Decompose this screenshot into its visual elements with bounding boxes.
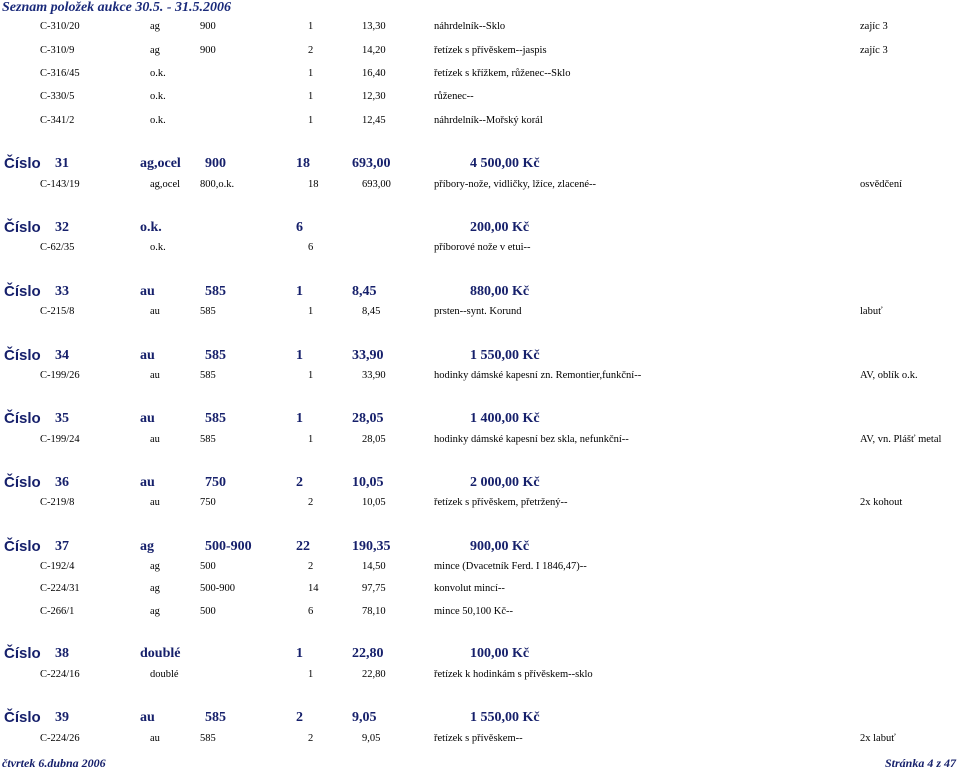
item-note: 2x kohout [860,497,903,508]
lot-weight: 8,45 [352,284,377,299]
item-description: řetízek s přívěskem, přetržený-- [434,497,568,508]
item-quantity: 2 [308,45,314,56]
lot-quantity: 6 [296,220,303,235]
item-quantity: 2 [308,561,314,572]
item-code: C-62/35 [40,242,75,253]
item-row [0,560,960,576]
item-quantity: 1 [308,21,314,32]
lot-material: au [140,710,155,725]
lot-header [0,282,960,304]
lot-material: au [140,348,155,363]
lot-number: 39 [55,710,69,725]
lot-number: 33 [55,284,69,299]
item-weight: 78,10 [362,606,386,617]
item-note: zajíc 3 [860,21,888,32]
lot-fineness: 500-900 [205,539,252,554]
lot-fineness: 585 [205,348,226,363]
lot-fineness: 900 [205,156,226,171]
item-fineness: 500 [200,561,216,572]
footer-page-number: Stránka 4 z 47 [884,756,956,770]
lot-price: 1 400,00 Kč [470,411,540,426]
lot-quantity: 1 [296,646,303,661]
lot-price: 880,00 Kč [470,284,530,299]
lot-material: ag [140,539,154,554]
lot-quantity: 2 [296,475,303,490]
item-quantity: 1 [308,306,314,317]
item-material: ag [150,561,160,572]
item-description: příborové nože v etui-- [434,242,531,253]
item-weight: 22,80 [362,669,386,680]
page-title: Seznam položek aukce 30.5. - 31.5.2006 [2,0,232,15]
item-quantity: 14 [308,583,319,594]
item-code: C-219/8 [40,497,75,508]
lot-material: au [140,475,155,490]
lot-number-label: Číslo [4,155,41,172]
lot-number: 35 [55,411,69,426]
item-material: au [150,370,160,381]
item-code: C-215/8 [40,306,75,317]
item-material: ag [150,21,160,32]
lot-material: doublé [140,646,181,661]
item-quantity: 6 [308,242,314,253]
lot-number-label: Číslo [4,347,41,364]
item-material: au [150,434,160,445]
lot-number-label: Číslo [4,474,41,491]
item-note: labuť [860,306,883,317]
lot-header [0,644,960,666]
item-row [0,433,960,449]
lot-fineness: 585 [205,710,226,725]
item-row [0,90,960,106]
lot-material: o.k. [140,220,162,235]
footer-date: čtvrtek 6.dubna 2006 [2,756,106,770]
item-code: C-310/20 [40,21,80,32]
item-description: řetízek s přívěskem--jaspis [434,45,547,56]
item-quantity: 1 [308,115,314,126]
lot-price: 4 500,00 Kč [470,156,540,171]
page-footer [0,756,960,772]
item-material: au [150,497,160,508]
item-code: C-224/16 [40,669,80,680]
lot-price: 200,00 Kč [470,220,530,235]
item-material: au [150,306,160,317]
item-code: C-316/45 [40,68,80,79]
item-quantity: 1 [308,91,314,102]
lot-fineness: 585 [205,284,226,299]
lot-price: 1 550,00 Kč [470,348,540,363]
lot-number-label: Číslo [4,219,41,236]
lot-quantity: 1 [296,348,303,363]
item-row [0,67,960,83]
item-code: C-224/26 [40,733,80,744]
item-fineness: 500-900 [200,583,235,594]
item-code: C-192/4 [40,561,75,572]
lot-material: ag,ocel [140,156,181,171]
item-fineness: 585 [200,306,216,317]
item-row [0,114,960,130]
lot-quantity: 18 [296,156,310,171]
item-quantity: 1 [308,669,314,680]
item-note: AV, vn. Plášť metal [860,434,942,445]
item-code: C-199/26 [40,370,80,381]
item-material: doublé [150,669,179,680]
item-description: náhrdelník--Mořský korál [434,115,543,126]
item-material: ag [150,45,160,56]
item-quantity: 2 [308,497,314,508]
item-fineness: 585 [200,733,216,744]
item-material: o.k. [150,68,166,79]
lot-header [0,346,960,368]
lot-number: 36 [55,475,69,490]
lot-weight: 9,05 [352,710,377,725]
lot-weight: 33,90 [352,348,384,363]
item-material: ag,ocel [150,179,181,190]
item-note: 2x labuť [860,733,896,744]
item-code: C-341/2 [40,115,75,126]
lot-weight: 190,35 [352,539,391,554]
item-weight: 12,30 [362,91,386,102]
item-weight: 14,20 [362,45,386,56]
item-description: mince (Dvacetník Ferd. I 1846,47)-- [434,561,587,572]
item-material: o.k. [150,115,166,126]
item-fineness: 500 [200,606,216,617]
lot-material: au [140,411,155,426]
item-row [0,305,960,321]
lot-weight: 10,05 [352,475,384,490]
item-row [0,241,960,257]
item-material: ag [150,583,160,594]
lot-number-label: Číslo [4,538,41,555]
item-fineness: 750 [200,497,216,508]
item-fineness: 585 [200,370,216,381]
lot-number-label: Číslo [4,645,41,662]
lot-number: 34 [55,348,69,363]
item-code: C-310/9 [40,45,75,56]
lot-number: 31 [55,156,69,171]
lot-fineness: 750 [205,475,226,490]
item-quantity: 1 [308,370,314,381]
item-code: C-199/24 [40,434,80,445]
lot-quantity: 1 [296,411,303,426]
item-description: řetízek s křížkem, růženec--Sklo [434,68,571,79]
lot-number-label: Číslo [4,709,41,726]
item-weight: 9,05 [362,733,381,744]
item-row [0,178,960,194]
item-material: o.k. [150,242,166,253]
item-quantity: 1 [308,434,314,445]
item-description: řetízek s přívěskem-- [434,733,523,744]
item-row [0,668,960,684]
item-row [0,496,960,512]
item-description: hodinky dámské kapesní bez skla, nefunkční-- [434,434,629,445]
lot-header [0,154,960,176]
item-description: příbory-nože, vidličky, lžíce, zlacené-- [434,179,596,190]
lot-header [0,409,960,431]
item-note: AV, oblík o.k. [860,370,918,381]
item-fineness: 900 [200,45,216,56]
lot-number-label: Číslo [4,283,41,300]
lot-header [0,473,960,495]
item-weight: 8,45 [362,306,381,317]
item-weight: 97,75 [362,583,386,594]
item-fineness: 585 [200,434,216,445]
lot-number: 32 [55,220,69,235]
lot-number-label: Číslo [4,410,41,427]
lot-price: 100,00 Kč [470,646,530,661]
item-code: C-266/1 [40,606,75,617]
item-row [0,732,960,748]
item-note: zajíc 3 [860,45,888,56]
item-quantity: 18 [308,179,319,190]
item-description: řetízek k hodinkám s přívěskem--sklo [434,669,593,680]
item-note: osvědčení [860,179,902,190]
lot-price: 2 000,00 Kč [470,475,540,490]
item-weight: 28,05 [362,434,386,445]
lot-number: 37 [55,539,69,554]
item-weight: 16,40 [362,68,386,79]
item-material: ag [150,606,160,617]
lot-quantity: 22 [296,539,310,554]
item-material: au [150,733,160,744]
item-weight: 693,00 [362,179,391,190]
item-row [0,582,960,598]
lot-number: 38 [55,646,69,661]
item-code: C-143/19 [40,179,80,190]
item-weight: 13,30 [362,21,386,32]
lot-price: 900,00 Kč [470,539,530,554]
item-weight: 10,05 [362,497,386,508]
item-description: náhrdelník--Sklo [434,21,506,32]
item-row [0,44,960,60]
item-weight: 33,90 [362,370,386,381]
item-quantity: 1 [308,68,314,79]
lot-weight: 22,80 [352,646,384,661]
item-description: hodinky dámské kapesní zn. Remontier,funkční-- [434,370,642,381]
item-code: C-330/5 [40,91,75,102]
item-description: mince 50,100 Kč-- [434,606,514,617]
lot-header [0,708,960,730]
lot-quantity: 1 [296,284,303,299]
lot-header [0,218,960,240]
lot-weight: 693,00 [352,156,391,171]
item-row [0,20,960,36]
lot-material: au [140,284,155,299]
item-row [0,605,960,621]
item-quantity: 6 [308,606,314,617]
item-description: růženec-- [434,91,474,102]
lot-quantity: 2 [296,710,303,725]
lot-fineness: 585 [205,411,226,426]
item-description: prsten--synt. Korund [434,306,522,317]
item-material: o.k. [150,91,166,102]
item-weight: 12,45 [362,115,386,126]
item-description: konvolut mincí-- [434,583,505,594]
item-quantity: 2 [308,733,314,744]
item-code: C-224/31 [40,583,80,594]
item-row [0,369,960,385]
item-fineness: 800,o.k. [200,179,235,190]
item-weight: 14,50 [362,561,386,572]
lot-header [0,537,960,559]
lot-weight: 28,05 [352,411,384,426]
item-fineness: 900 [200,21,216,32]
lot-price: 1 550,00 Kč [470,710,540,725]
